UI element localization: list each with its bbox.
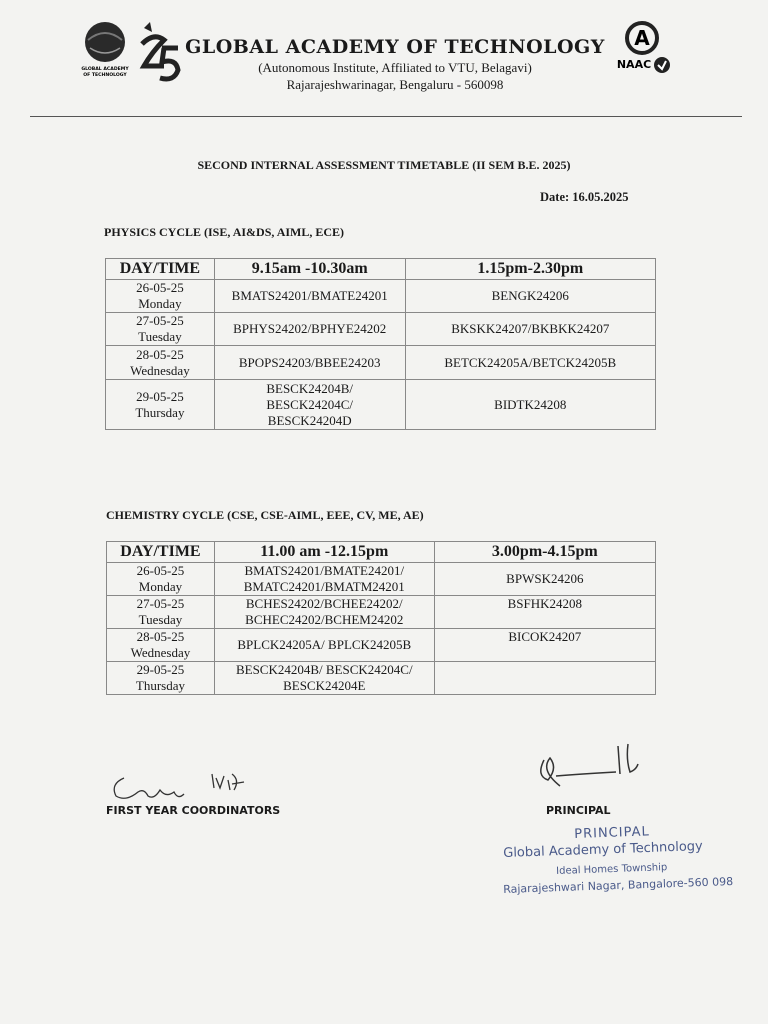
stamp-locality: Ideal Homes Township	[556, 862, 668, 877]
header-slot-2: 1.15pm-2.30pm	[405, 259, 655, 280]
header-day-time: DAY/TIME	[107, 542, 215, 563]
svg-text:NAAC: NAAC	[616, 58, 652, 71]
institution-affiliation: (Autonomous Institute, Affiliated to VTU, Belagavi)	[258, 60, 532, 75]
header-slot-1: 9.15am -10.30am	[214, 259, 405, 280]
table-row: 26-05-25 Monday BMATS24201/BMATE24201 BENGK24206	[106, 280, 656, 313]
chemistry-timetable	[106, 541, 656, 695]
principal-signature	[530, 740, 650, 794]
table-row: 27-05-25 Tuesday BCHES24202/BCHEE24202/ BCHEC24202/BCHEM24202 BSFHK24208	[107, 596, 656, 629]
physics-timetable	[105, 258, 656, 430]
table-row: 26-05-25 Monday BMATS24201/BMATE24201/ BMATC24201/BMATM24201 BPWSK24206	[107, 563, 656, 596]
coordinators-label: FIRST YEAR COORDINATORS	[106, 804, 281, 817]
table-row: 29-05-25 Thursday BESCK24204B/ BESCK24204C/ BESCK24204D BIDTK24208	[106, 380, 656, 430]
document-title: SECOND INTERNAL ASSESSMENT TIMETABLE (II SEM B.E. 2025)	[197, 158, 571, 172]
stamp-address: Rajarajeshwari Nagar, Bangalore-560 098	[503, 874, 734, 896]
stamp-institution: Global Academy of Technology	[503, 839, 704, 861]
coordinator-signature	[104, 770, 264, 806]
table-row: 27-05-25 Tuesday BPHYS24202/BPHYE24202 BKSKK24207/BKBKK24207	[106, 313, 656, 346]
institution-name: GLOBAL ACADEMY OF TECHNOLOGY	[185, 36, 605, 58]
header-slot-1: 11.00 am -12.15pm	[214, 542, 434, 563]
institution-logo	[70, 18, 140, 88]
document-date: Date: 16.05.2025	[540, 190, 629, 204]
header-divider	[30, 116, 742, 117]
svg-text:OF TECHNOLOGY: OF TECHNOLOGY	[83, 73, 127, 78]
table-row: 29-05-25 Thursday BESCK24204B/ BESCK24204C/ BESCK24204E	[107, 662, 656, 695]
table-row: 28-05-25 Wednesday BPOPS24203/BBEE24203 BETCK24205A/BETCK24205B	[106, 346, 656, 380]
physics-cycle-heading: PHYSICS CYCLE (ISE, AI&DS, AIML, ECE)	[104, 225, 345, 239]
svg-text:GLOBAL ACADEMY: GLOBAL ACADEMY	[81, 67, 129, 72]
stamp-title: PRINCIPAL	[574, 824, 650, 842]
principal-label: PRINCIPAL	[546, 804, 611, 817]
header-day-time: DAY/TIME	[106, 259, 215, 280]
institution-address: Rajarajeshwarinagar, Bengaluru - 560098	[286, 77, 504, 92]
chemistry-cycle-heading: CHEMISTRY CYCLE (CSE, CSE-AIML, EEE, CV, ME, AE)	[106, 508, 424, 522]
table-row: 28-05-25 Wednesday BPLCK24205A/ BPLCK24205B BICOK24207	[107, 629, 656, 662]
svg-text:A: A	[634, 26, 650, 50]
header-slot-2: 3.00pm-4.15pm	[434, 542, 655, 563]
